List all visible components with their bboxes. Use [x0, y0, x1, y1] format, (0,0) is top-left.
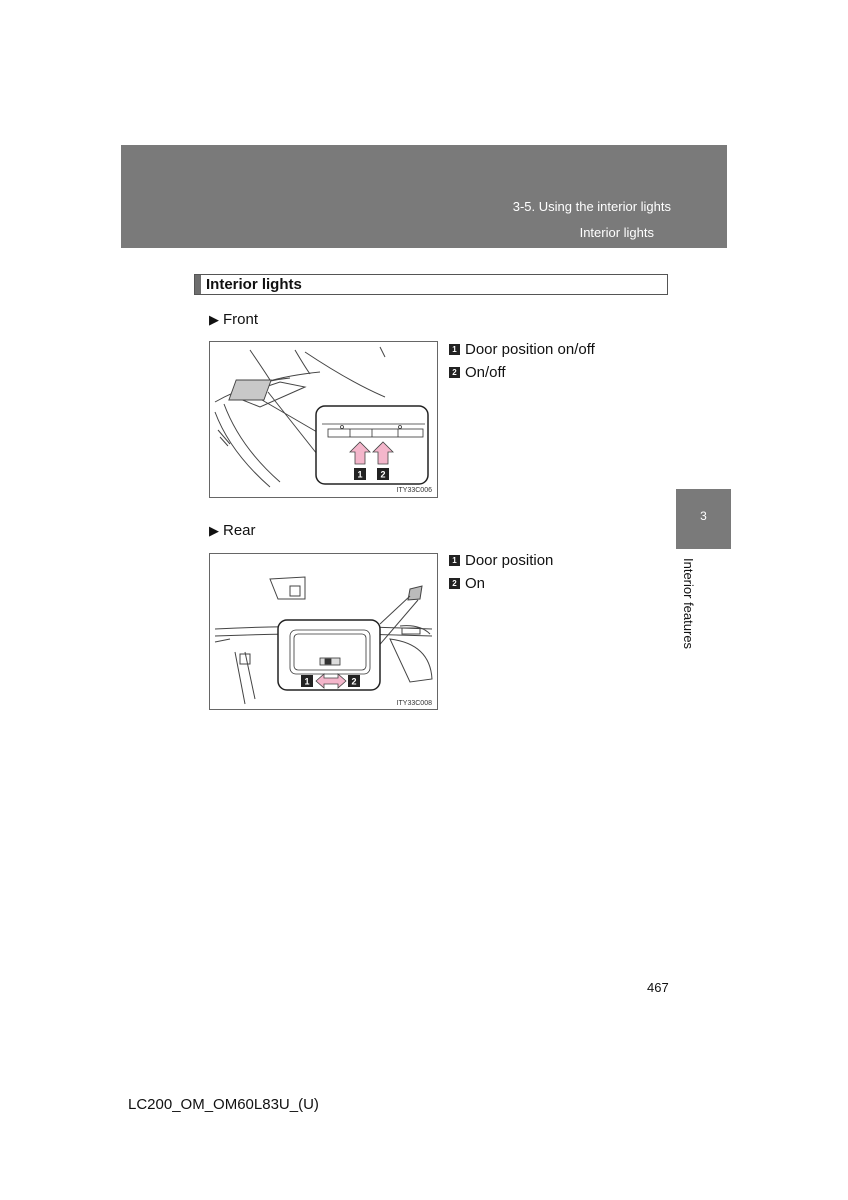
rear-figure [209, 553, 438, 710]
heading-accent-bar [195, 275, 201, 294]
chapter-label-text: Interior features [681, 558, 696, 650]
rear-lamp-illustration [210, 554, 437, 709]
rear-figure-code: ITY33C008 [396, 700, 432, 707]
rear-subheading [209, 522, 256, 539]
document-code: LC200_OM_OM60L83U_(U) [128, 1096, 319, 1113]
rear-callout-2: 2 [351, 676, 357, 687]
number-badge: 1 [449, 344, 460, 355]
rear-legend-text-2: On [465, 575, 486, 592]
rear-callout-1: 1 [304, 676, 310, 687]
rear-legend-text-1: Door position [465, 552, 554, 569]
rear-legend-item-1 [449, 552, 553, 569]
front-legend-item-1 [449, 341, 595, 358]
heading-text: Interior lights [206, 276, 302, 293]
page-title: Interior lights [579, 225, 654, 240]
front-figure [209, 341, 438, 498]
front-label: Front [223, 311, 259, 328]
section-title: 3-5. Using the interior lights [512, 199, 671, 214]
page-number: 467 [647, 980, 669, 995]
front-callout-2: 2 [380, 469, 386, 480]
triangle-bullet-icon: ▶ [209, 312, 219, 327]
rear-label: Rear [223, 522, 256, 539]
front-lamp-illustration [210, 342, 437, 497]
front-figure-code: ITY33C006 [396, 487, 432, 494]
number-badge: 1 [449, 555, 460, 566]
front-legend-text-1: Door position on/off [465, 341, 595, 358]
section-heading [194, 274, 668, 295]
number-badge: 2 [449, 367, 460, 378]
triangle-bullet-icon: ▶ [209, 523, 219, 538]
chapter-side-label [681, 558, 697, 658]
front-subheading [209, 311, 258, 328]
number-badge: 2 [449, 578, 460, 589]
rear-legend-item-2 [449, 575, 485, 592]
chapter-number: 3 [700, 509, 707, 523]
front-legend-item-2 [449, 364, 506, 381]
front-callout-1: 1 [357, 469, 363, 480]
chapter-tab [676, 489, 731, 549]
chapter-header [121, 145, 727, 248]
front-legend-text-2: On/off [465, 364, 506, 381]
